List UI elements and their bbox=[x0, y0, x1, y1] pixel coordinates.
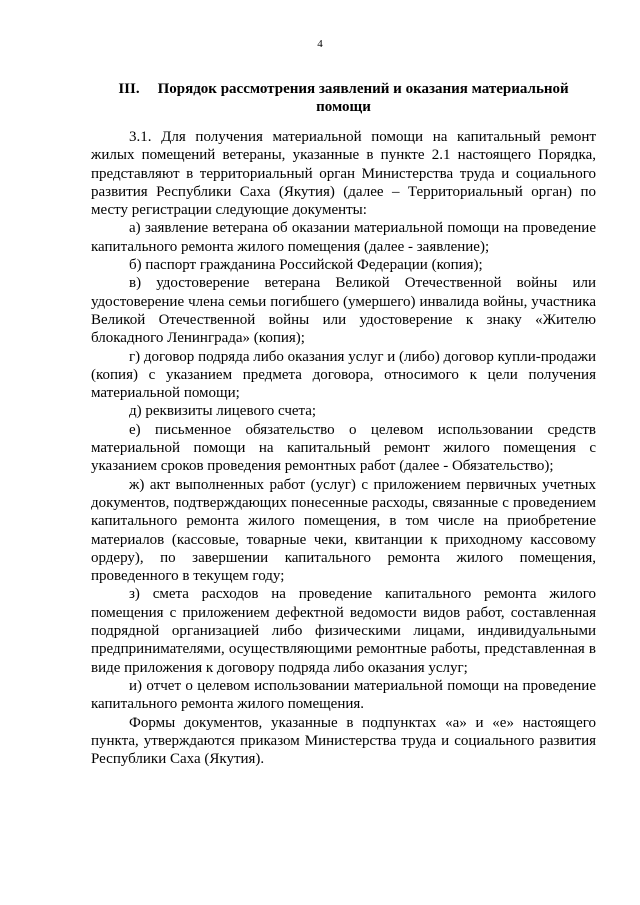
document-body bbox=[91, 128, 596, 768]
section-heading bbox=[91, 80, 596, 116]
page-number: 4 bbox=[317, 38, 323, 50]
list-item-z: з) смета расходов на проведение капитального ремонта жилого помещения с приложением дефектной ведомости видов работ, составленная подрядной организацией либо физическими лицами, индивидуальными предпринимателями, осуществляющими ремонтные работы, представленная в виде приложения к договору подряда либо оказания услуг; bbox=[91, 586, 596, 676]
list-item-v: в) удостоверение ветерана Великой Отечественной войны или удостоверение члена семьи погибшего (умершего) инвалида войны, участника Великой Отечественной войны или удостоверение к знаку «Жителю блокадного Ленинграда» (копия); bbox=[91, 275, 596, 347]
list-item-e: е) письменное обязательство о целевом использовании средств материальной помощи на капитальный ремонт жилого помещения с указанием сроков проведения ремонтных работ (далее - Обязательство); bbox=[91, 421, 596, 475]
list-item-a: а) заявление ветерана об оказании материальной помощи на проведение капитального ремонта жилого помещения (далее - заявление); bbox=[91, 220, 596, 255]
list-item-zh: ж) акт выполненных работ (услуг) с приложением первичных учетных документов, подтверждающих понесенные расходы, связанные с проведением капитального ремонта жилого помещения, в том числе на приобретение материалов (кассовые, товарные чеки, квитанции к приходному кассовому ордеру), по завершении капитального ремонта жилого помещения, проведенного в текущем году; bbox=[91, 476, 596, 585]
paragraph-3-1: 3.1. Для получения материальной помощи на капитальный ремонт жилых помещений ветераны, указанные в пункте 2.1 настоящего Порядка, представляют в территориальный орган Министерства труда и социального развития Республики Саха (Якутия) (далее – Территориальный орган) по месту регистрации следующие документы: bbox=[91, 129, 596, 219]
list-item-b: б) паспорт гражданина Российской Федерации (копия); bbox=[129, 257, 483, 274]
section-numeral: III. bbox=[118, 81, 140, 97]
section-title: Порядок рассмотрения заявлений и оказания материальной помощи bbox=[157, 81, 569, 115]
list-item-g: г) договор подряда либо оказания услуг и (либо) договор купли-продажи (копия) с указанием предмета договора, относимого к цели получения материальной помощи; bbox=[91, 348, 596, 402]
list-item-i: и) отчет о целевом использовании материальной помощи на проведение капитального ремонта жилого помещения. bbox=[91, 677, 596, 713]
paragraph-forms: Формы документов, указанные в подпунктах «а» и «е» настоящего пункта, утверждаются приказом Министерства труда и социального развития Республики Саха (Якутия). bbox=[91, 714, 596, 768]
list-item-d: д) реквизиты лицевого счета; bbox=[129, 403, 317, 420]
